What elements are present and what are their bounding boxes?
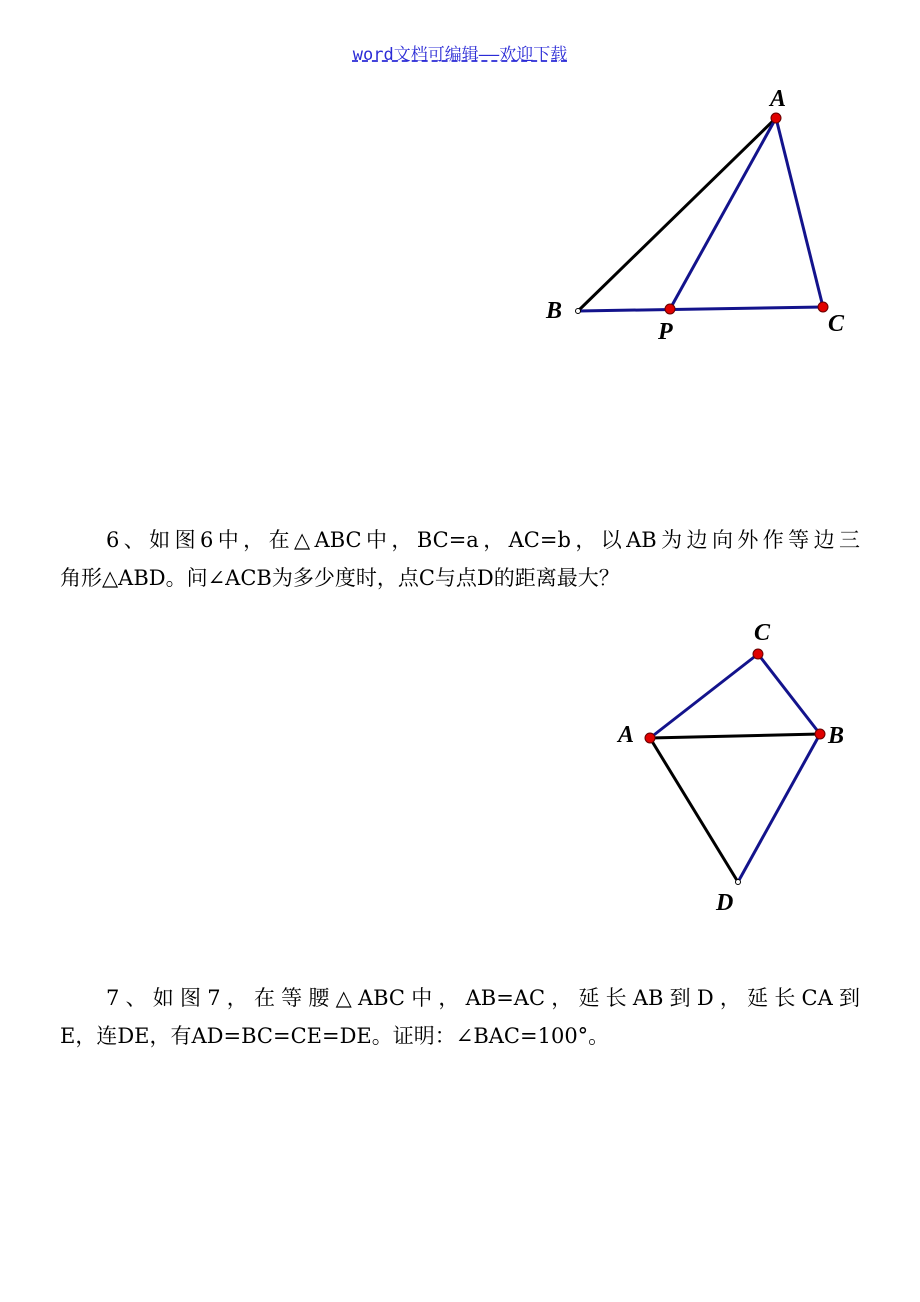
label-p: P [658, 319, 673, 345]
point-d [736, 880, 741, 885]
segment-ad [650, 738, 738, 882]
segment-ap [670, 118, 776, 309]
point-c [753, 649, 763, 659]
problem-7-line-1: 7、如图7，在等腰△ABC中，AB=AC，延长AB到D，延长CA到 [106, 986, 860, 1010]
problem-6-line-2: 角形△ABD。问∠ACB为多少度时，点C与点D的距离最大？ [60, 566, 620, 590]
label-d: D [716, 890, 734, 916]
label-c: C [828, 311, 845, 337]
figure-triangle-abp [545, 86, 845, 345]
point-b [576, 309, 581, 314]
point-b [815, 729, 825, 739]
point-p [665, 304, 675, 314]
segment-ac [776, 118, 823, 307]
label-a: A [618, 722, 635, 748]
problem-7-text [60, 979, 860, 1055]
label-a: A [770, 86, 787, 112]
point-c [818, 302, 828, 312]
point-a [771, 113, 781, 123]
segment-ab [578, 118, 776, 311]
problem-7-line-2: E，连DE，有AD=BC=CE=DE。证明：∠BAC=100°。 [60, 1024, 610, 1048]
page-header-watermark: word文档可编辑——欢迎下载 [352, 45, 568, 65]
label-b: B [546, 298, 563, 324]
segment-cb [758, 654, 820, 734]
segment-ab [650, 734, 820, 738]
segment-ac [650, 654, 758, 738]
point-a [645, 733, 655, 743]
segment-bd [738, 734, 820, 882]
segment-bc [578, 307, 823, 311]
label-b: B [828, 723, 845, 749]
figure-6-triangle-abcd [616, 620, 844, 916]
problem-6-line-1: 6、如图6中，在△ABC中，BC=a，AC=b，以AB为边向外作等边三 [106, 528, 860, 552]
label-c: C [754, 620, 771, 646]
problem-6-text [60, 521, 860, 597]
